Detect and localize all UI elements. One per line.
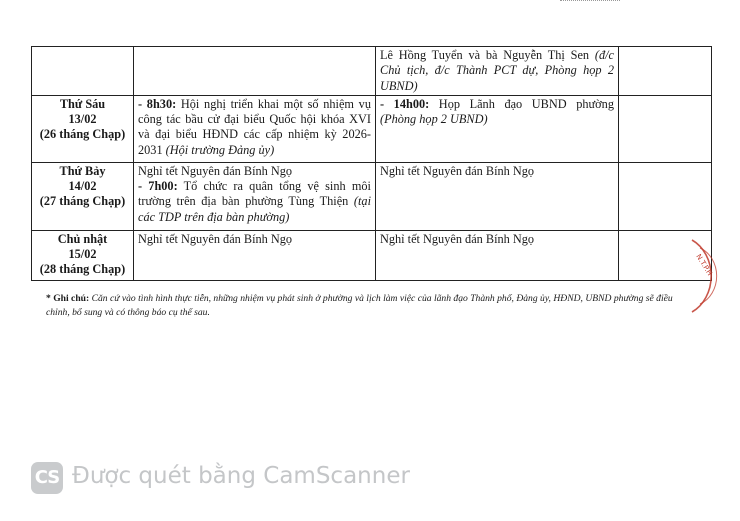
note-cell [619,95,712,162]
morning-cell [134,95,376,162]
event-text: Hội nghị triển khai một số nhiệm vụ công tác bầu cử đại biểu Quốc hội khóa XVI và đại biểu HĐND các cấp nhiệm kỳ 2026-2031 [138,96,371,157]
lunar-date: (27 tháng Chạp) [39,193,126,208]
event-location: (tại các TDP trên địa bàn phường) [138,194,371,224]
day-name: Chủ nhật [57,231,108,246]
stamp-text: N.T.P.H [694,252,714,278]
lunar-date: (28 tháng Chạp) [39,261,126,276]
morning-cell [134,162,376,230]
schedule-table [31,46,712,281]
camscanner-logo-icon: CS [31,462,63,494]
footnote-label: * Ghi chú: [46,293,90,304]
afternoon-cell [376,230,619,280]
holiday-text: Nghỉ tết Nguyên đán Bính Ngọ [138,231,293,246]
holiday-text: Nghỉ tết Nguyên đán Bính Ngọ [380,163,535,178]
table-row [32,230,712,280]
camscanner-watermark: Được quét bằng CamScanner [72,463,410,489]
afternoon-cell [376,162,619,230]
day-date: 14/02 [68,178,97,193]
red-stamp-fragment [678,236,722,316]
note-cell [619,47,712,96]
attendees-note: (đ/c Chủ tịch, đ/c Thành PCT dự, Phòng họp 2 UBND) [380,48,614,93]
day-cell [32,162,134,230]
table-row [32,95,712,162]
holiday-text: Nghỉ tết Nguyên đán Bính Ngọ [380,231,535,246]
event-time: - 14h00: [380,96,430,111]
attendees-text: Lê Hồng Tuyển và bà Nguyễn Thị Sen [380,48,595,62]
morning-cell [134,230,376,280]
event-time: - 7h00: [138,179,178,194]
table-row [32,162,712,230]
morning-cell [134,47,376,96]
day-date: 13/02 [68,111,97,126]
event-text: Tổ chức ra quân tổng vệ sinh môi trường trên địa bàn phường Tùng Thiện [138,179,371,209]
afternoon-cell [376,47,619,96]
lunar-date: (26 tháng Chạp) [39,126,126,141]
event-time: - 8h30: [138,96,177,111]
day-name: Thứ Bảy [59,163,106,178]
day-date: 15/02 [68,246,97,261]
event-location: (Phòng họp 2 UBND) [380,112,488,127]
event-location: (Hội trường Đảng ủy) [165,142,275,157]
day-cell [32,47,134,96]
table-row [32,47,712,96]
footnote-text: Căn cứ vào tình hình thực tiễn, những nhiệm vụ phát sinh ở phường và lịch làm việc của lãnh đạo Thành phố, Đảng ủy, HĐND, UBND phường sẽ điều chỉnh, bổ sung và có thông báo cụ thể sau. [46,293,673,318]
day-cell [32,230,134,280]
top-dotted-mark [560,0,620,4]
day-cell [32,95,134,162]
event-text: Họp Lãnh đạo UBND phường [429,96,614,111]
note-cell [619,162,712,230]
afternoon-cell [376,95,619,162]
day-name: Thứ Sáu [59,96,106,111]
footnote [46,292,696,320]
holiday-text: Nghỉ tết Nguyên đán Bính Ngọ [138,163,293,178]
